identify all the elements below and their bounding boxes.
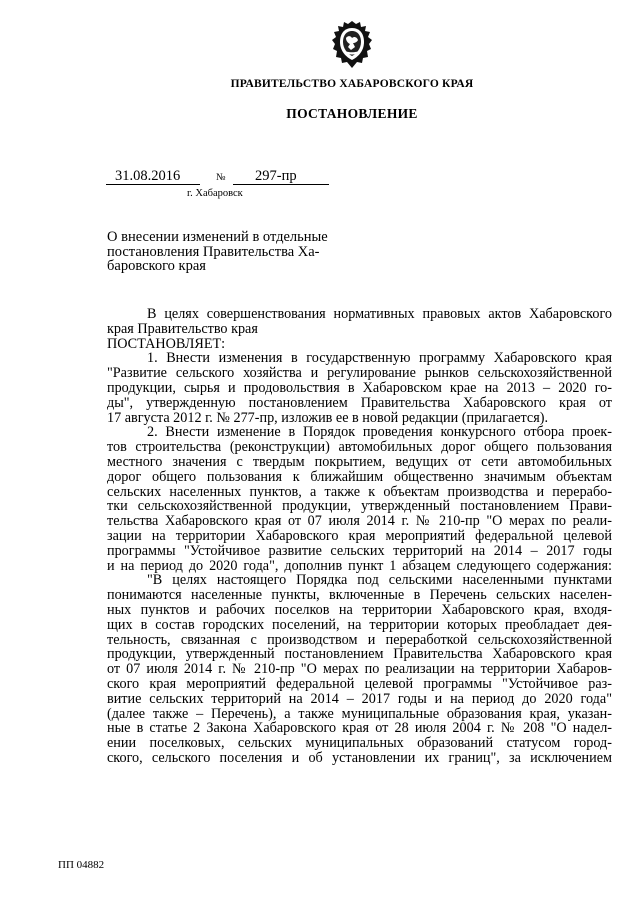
body-line: продукции, сырья и продовольствия в Хабаровском крае на 2013 – 2020 го- xyxy=(107,380,612,396)
document-number: 297-пр xyxy=(233,168,329,185)
subject-line: постановления Правительства Ха- xyxy=(107,243,320,260)
organization-title: ПРАВИТЕЛЬСТВО ХАБАРОВСКОГО КРАЯ xyxy=(230,78,474,90)
subject-line: О внесении изменений в отдельные xyxy=(107,229,328,245)
body-line: и на период до 2020 года", дополнив пункт 1 абзацем следующего содержания: xyxy=(107,558,612,574)
body-line: местного значения с твердым покрытием, ведущих от сети автомобильных xyxy=(107,454,612,470)
body-line: тов строительства (реконструкции) автомобильных дорог общего пользования xyxy=(107,440,612,455)
body-line: (далее также – Перечень), а также муниципальные образования края, указан- xyxy=(107,706,612,722)
body-line: тельства Хабаровского края от 07 июля 2014 г. № 210-пр "О мерах по реали- xyxy=(107,514,612,529)
body-line: "В целях настоящего Порядка под сельскими населенными пунктами xyxy=(147,573,612,589)
body-line: продукции, утвержденный постановлением Правительства Хабаровского края xyxy=(107,647,612,663)
body-line: края Правительство края xyxy=(107,321,258,337)
body-line: от 07 июля 2014 г. № 210-пр "О мерах по реализации на территории Хабаров- xyxy=(107,662,612,677)
body-line: ды", утвержденную постановлением Правительства Хабаровского края от xyxy=(107,395,612,411)
subject-line: баровского края xyxy=(107,258,206,274)
body-line: 1. Внести изменения в государственную программу Хабаровского края xyxy=(147,351,612,367)
number-sign: № xyxy=(216,172,226,183)
body-line: ных пунктов и рабочих поселков на территории Хабаровского края, входя- xyxy=(107,602,612,618)
body-line: щих в состав городских поселений, на территории которых преобладает дея- xyxy=(107,617,612,633)
body-line: ении поселковых, сельских муниципальных образований статусом город- xyxy=(107,736,612,751)
body-line: 2. Внести изменение в Порядок проведения конкурсного отбора проек- xyxy=(147,425,612,441)
body-line: дорог общего пользования к ближайшим общественно значимым объектам xyxy=(107,469,612,485)
body-line: ные в статье 2 Закона Хабаровского края от 28 июля 2004 г. № 208 "О надел- xyxy=(107,721,612,737)
body-line: программы "Устойчивое развитие сельских территорий на 2014 – 2017 годы xyxy=(107,543,612,559)
document-city: г. Хабаровск xyxy=(187,188,243,199)
body-line: ского края мероприятий федеральной целевой программы "Устойчивое раз- xyxy=(107,676,612,692)
body-line: ПОСТАНОВЛЯЕТ: xyxy=(107,336,226,352)
body-line: В целях совершенствования нормативных правовых актов Хабаровского xyxy=(147,307,612,322)
body-line: "Развитие сельского хозяйства и регулирование рынков сельскохозяйственной xyxy=(107,366,612,381)
coat-of-arms-icon xyxy=(331,20,373,70)
document-date: 31.08.2016 xyxy=(106,168,200,185)
footer-code: ПП 04882 xyxy=(58,859,105,871)
document-type: ПОСТАНОВЛЕНИЕ xyxy=(286,106,418,121)
body-line: ского, сельского поселения и об установлении их границ", за исключением xyxy=(107,750,612,766)
document-subject xyxy=(107,230,347,274)
body-line: понимаются населенные пункты, включенные в Перечень сельских населен- xyxy=(107,588,612,603)
body-line: зации на территории Хабаровского края мероприятий федеральной целевой xyxy=(107,528,612,544)
body-line: витие сельских территорий на 2014 – 2017 годы и на период до 2020 года" xyxy=(107,691,612,707)
body-line: тельность, связанная с производством и переработкой сельскохозяйственной xyxy=(107,632,612,648)
body-line: тки сельскохозяйственной продукции, утвержденный постановлением Прави- xyxy=(107,499,612,515)
body-line: 17 августа 2012 г. № 277-пр, изложив ее в новой редакции (прилагается). xyxy=(107,410,549,426)
document-body xyxy=(107,307,612,766)
body-line: сельских населенных пунктов, а также к объектам производства и перерабо- xyxy=(107,484,612,500)
